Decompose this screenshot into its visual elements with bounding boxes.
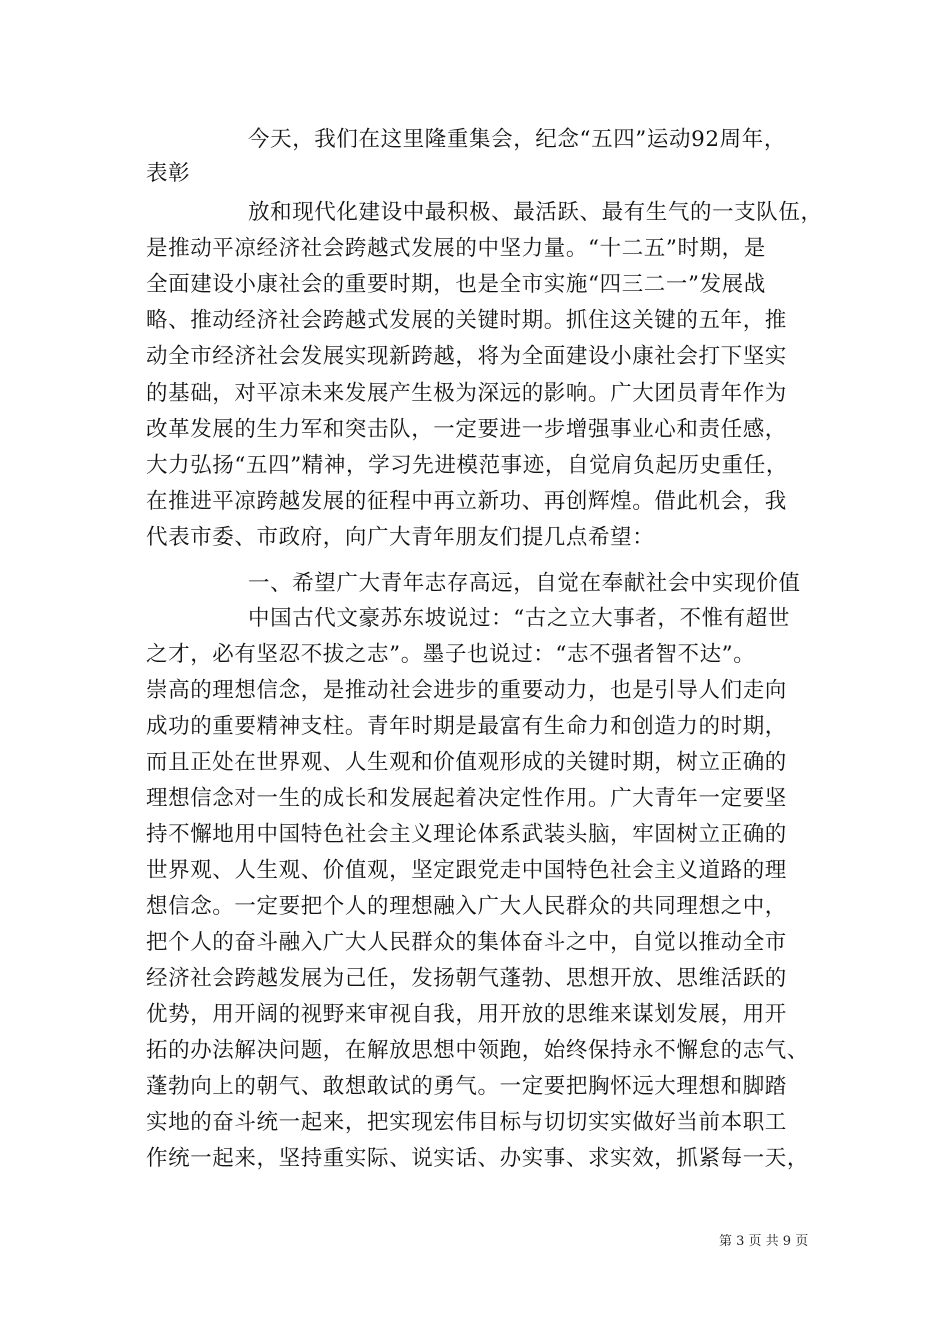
page-number-footer: 第 3 页 共 9 页 <box>719 1234 809 1249</box>
paragraph-line: 持不懈地用中国特色社会主义理论体系武装头脑，牢固树立正确的 <box>146 822 787 847</box>
paragraph-line: 大力弘扬“五四”精神，学习先进模范事迹，自觉肩负起历史重任， <box>146 453 788 478</box>
paragraph-line: 成功的重要精神支柱。青年时期是最富有生命力和创造力的时期， <box>146 714 787 739</box>
paragraph-line: 想信念。一定要把个人的理想融入广大人民群众的共同理想之中， <box>146 894 787 919</box>
paragraph-line: 蓬勃向上的朝气、敢想敢试的勇气。一定要把胸怀远大理想和脚踏 <box>146 1074 787 1099</box>
paragraph-line: 改革发展的生力军和突击队，一定要进一步增强事业心和责任感， <box>146 417 787 442</box>
paragraph-line: 优势，用开阔的视野来审视自我，用开放的思维来谋划发展，用开 <box>146 1002 787 1027</box>
paragraph-line: 崇高的理想信念，是推动社会进步的重要动力，也是引导人们走向 <box>146 678 787 703</box>
paragraph-line: 把个人的奋斗融入广大人民群众的集体奋斗之中，自觉以推动全市 <box>146 930 787 955</box>
paragraph-line: 经济社会跨越发展为己任，发扬朝气蓬勃、思想开放、思维活跃的 <box>146 966 787 991</box>
paragraph-line: 放和现代化建设中最积极、最活跃、最有生气的一支队伍， <box>248 200 823 225</box>
paragraph-line: 的基础，对平凉未来发展产生极为深远的影响。广大团员青年作为 <box>146 381 787 406</box>
paragraph-line: 中国古代文豪苏东坡说过：“古之立大事者，不惟有超世 <box>248 606 790 631</box>
paragraph-line: 而且正处在世界观、人生观和价值观形成的关键时期，树立正确的 <box>146 750 787 775</box>
paragraph-line: 是推动平凉经济社会跨越式发展的中坚力量。“十二五”时期，是 <box>146 236 766 261</box>
paragraph-line: 实地的奋斗统一起来，把实现宏伟目标与切切实实做好当前本职工 <box>146 1110 787 1135</box>
paragraph-line: 略、推动经济社会跨越式发展的关键时期。抓住这关键的五年，推 <box>146 308 787 333</box>
paragraph-line: 作统一起来，坚持重实际、说实话、办实事、求实效，抓紧每一天， <box>146 1146 810 1171</box>
paragraph-line: 全面建设小康社会的重要时期，也是全市实施“四三二一”发展战 <box>146 272 766 297</box>
paragraph-line: 理想信念对一生的成长和发展起着决定性作用。广大青年一定要坚 <box>146 786 787 811</box>
paragraph-line: 动全市经济社会发展实现新跨越，将为全面建设小康社会打下坚实 <box>146 344 787 369</box>
paragraph-line: 世界观、人生观、价值观，坚定跟党走中国特色社会主义道路的理 <box>146 858 787 883</box>
paragraph-line: 今天，我们在这里隆重集会，纪念“五四”运动92周年， <box>248 127 786 152</box>
paragraph-line: 在推进平凉跨越发展的征程中再立新功、再创辉煌。借此机会，我 <box>146 489 787 514</box>
paragraph-line: 之才，必有坚忍不拔之志”。墨子也说过：“志不强者智不达”。 <box>146 642 756 667</box>
section-heading: 一、希望广大青年志存高远，自觉在奉献社会中实现价值 <box>248 571 801 596</box>
paragraph-line: 表彰 <box>146 161 191 186</box>
paragraph-line: 拓的办法解决问题，在解放思想中领跑，始终保持永不懈怠的志气、 <box>146 1038 810 1063</box>
paragraph-line: 代表市委、市政府，向广大青年朋友们提几点希望： <box>146 525 655 550</box>
